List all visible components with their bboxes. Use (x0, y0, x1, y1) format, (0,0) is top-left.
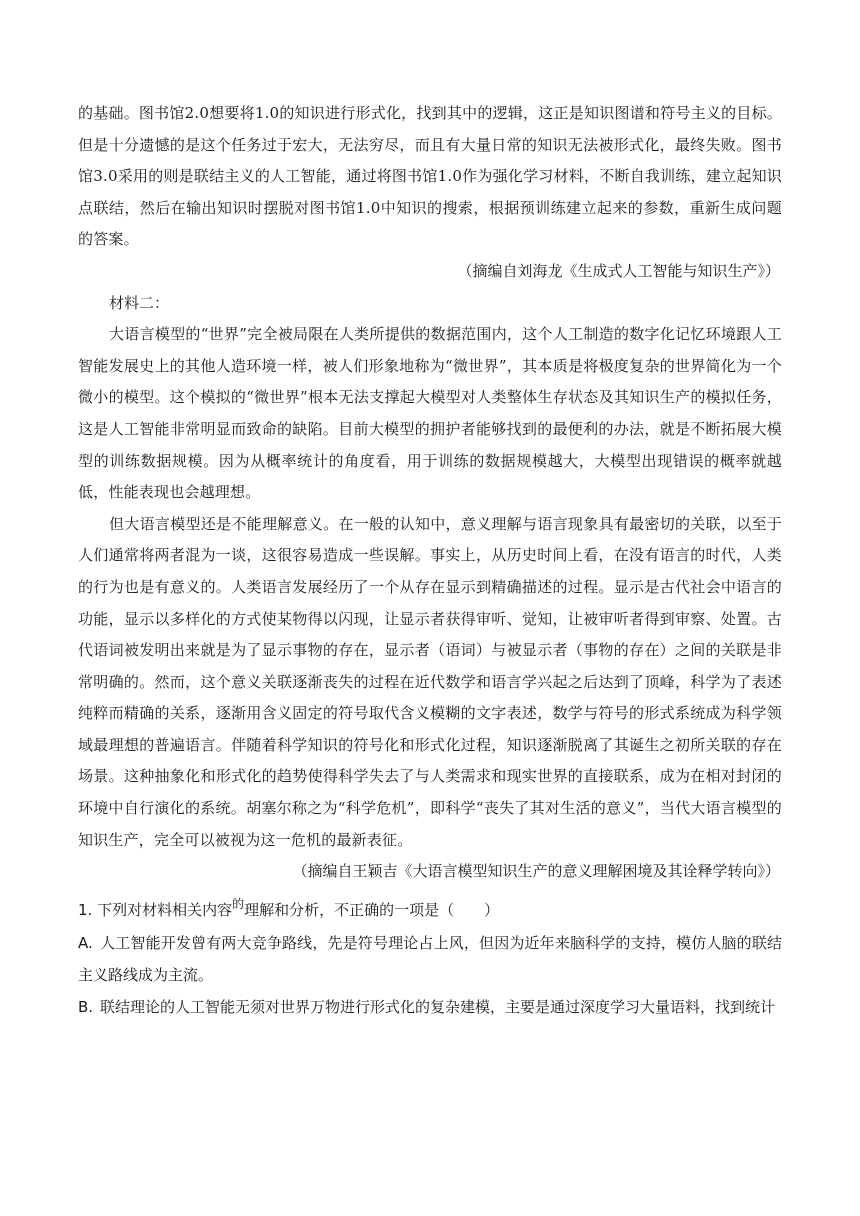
option-a (78, 927, 782, 991)
option-b-text: 联结理论的人工智能无须对世界万物进行形式化的复杂建模，主要是通过深度学习大量语料，找到统计 (100, 997, 776, 1016)
question-1-stem (78, 894, 782, 927)
option-a-label: A. (78, 933, 93, 952)
material-one-source: （摘编自刘海龙《生成式人工智能与知识生产》） (457, 261, 780, 280)
document-page (78, 98, 782, 1023)
material-two-paragraph-2: 但大语言模型还是不能理解意义。在一般的认知中，意义理解与语言现象具有最密切的关联，以至于人们通常将两者混为一谈，这很容易造成一些误解。事实上，从历史时间上看，在没有语言的时代，人类的行为也是有意义的。人类语言发展经历了一个从存在显示到精确描述的过程。显示是古代社会中语言的功能，显示以多样化的方式使某物得以闪现，让显示者获得审听、觉知，让被审听者得到审察、处置。古代语词被发明出来就是为了显示事物的存在，显示者（语词）与被显示者（事物的存在）之间的关联是非常明确的。然而，这个意义关联逐渐丧失的过程在近代数学和语言学兴起之后达到了顶峰，科学为了表述纯粹而精确的关系，逐渐用含义固定的符号取代含义模糊的文字表述，数学与符号的形式系统成为科学领域最理想的普遍语言。伴随着科学知识的符号化和形式化过程，知识逐渐脱离了其诞生之初所关联的存在场景。这种抽象化和形式化的趋势使得科学失去了与人类需求和现实世界的直接联系，成为在相对封闭的环境中自行演化的系统。胡塞尔称之为“科学危机”，即科学“丧失了其对生活的意义”，当代大语言模型的知识生产，完全可以被视为这一危机的最新表征。 (78, 514, 782, 849)
material-two-source: （摘编自王颖吉《大语言模型知识生产的意义理解困境及其诠释学转向》） (292, 862, 780, 881)
option-b (78, 991, 782, 1023)
material-one-paragraph: 的基础。图书馆2.0想要将1.0的知识进行形式化，找到其中的逻辑，这正是知识图谱和符号主义的目标。但是十分遗憾的是这个任务过于宏大，无法穷尽，而且有大量日常的知识无法被形式化，最终失败。图书馆3.0采用的则是联结主义的人工智能，通过将图书馆1.0作为强化学习材料，不断自我训练，建立起知识点联结，然后在输出知识时摆脱对图书馆1.0中知识的搜索，根据预训练建立起来的参数，重新生成问题的答案。 (78, 104, 782, 249)
question-1-stem-before: 1. 下列对材料相关内容 (78, 900, 233, 919)
question-1-stem-after: 理解和分析，不正确的一项是（ ） (244, 900, 500, 919)
material-two-heading: 材料二： (109, 293, 170, 312)
question-1-stem-sup: 的 (232, 896, 245, 911)
question-1 (78, 894, 782, 1023)
option-b-label: B. (78, 997, 94, 1016)
option-a-text: 人工智能开发曾有两大竞争路线，先是符号理论占上风，但因为近年来脑科学的支持，模仿人脑的联结主义路线成为主流。 (78, 933, 782, 984)
material-two-paragraph-1: 大语言模型的“世界”完全被局限在人类所提供的数据范围内，这个人工制造的数字化记忆环境跟人工智能发展史上的其他人造环境一样，被人们形象地称为“微世界”，其本质是将极度复杂的世界简化为一个微小的模型。这个模拟的“微世界”根本无法支撑起大模型对人类整体生存状态及其知识生产的模拟任务，这是人工智能非常明显而致命的缺陷。目前大模型的拥护者能够找到的最便利的办法，就是不断拓展大模型的训练数据规模。因为从概率统计的角度看，用于训练的数据规模越大，大模型出现错误的概率就越低，性能表现也会越理想。 (78, 325, 782, 502)
